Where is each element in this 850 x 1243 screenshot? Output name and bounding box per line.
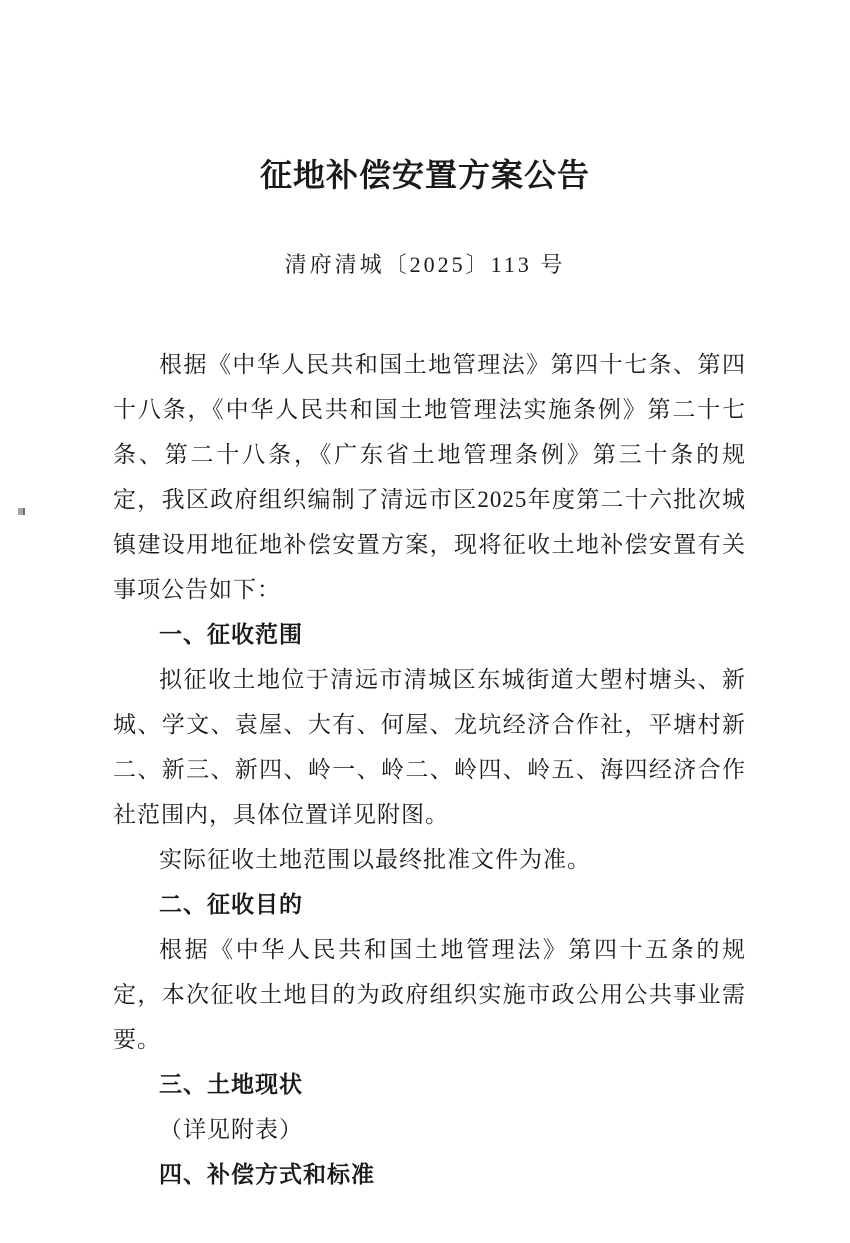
- section-heading: 一、征收范围: [159, 621, 303, 647]
- body-paragraph: 拟征收土地位于清远市清城区东城街道大塱村塘头、新城、学文、袁屋、大有、何屋、龙坑经济合作社，平塘村新二、新三、新四、岭一、岭二、岭四、岭五、海四经济合作社范围内，具体位置详见附图。: [113, 667, 746, 827]
- body-paragraph: 根据《中华人民共和国土地管理法》第四十五条的规定，本次征收土地目的为政府组织实施市政公用公共事业需要。: [113, 937, 746, 1052]
- page-title: 征地补偿安置方案公告: [259, 157, 590, 193]
- body-paragraph: 实际征收土地范围以最终批准文件为准。: [159, 847, 591, 872]
- section-heading: 三、土地现状: [159, 1071, 303, 1097]
- body-paragraph: （详见附表）: [159, 1117, 303, 1142]
- document-body: [113, 342, 746, 1197]
- scan-artifact-speck: [18, 508, 25, 515]
- section-heading: 四、补偿方式和标准: [159, 1161, 375, 1187]
- section-heading: 二、征收目的: [159, 891, 303, 917]
- document-number: 清府清城〔2025〕113 号: [284, 252, 566, 277]
- body-paragraph: 根据《中华人民共和国土地管理法》第四十七条、第四十八条，《中华人民共和国土地管理法实施条例》第二十七条、第二十八条，《广东省土地管理条例》第三十条的规定，我区政府组织编制了清远市区2025年度第二十六批次城镇建设用地征地补偿安置方案，现将征收土地补偿安置有关事项公告如下：: [113, 352, 746, 602]
